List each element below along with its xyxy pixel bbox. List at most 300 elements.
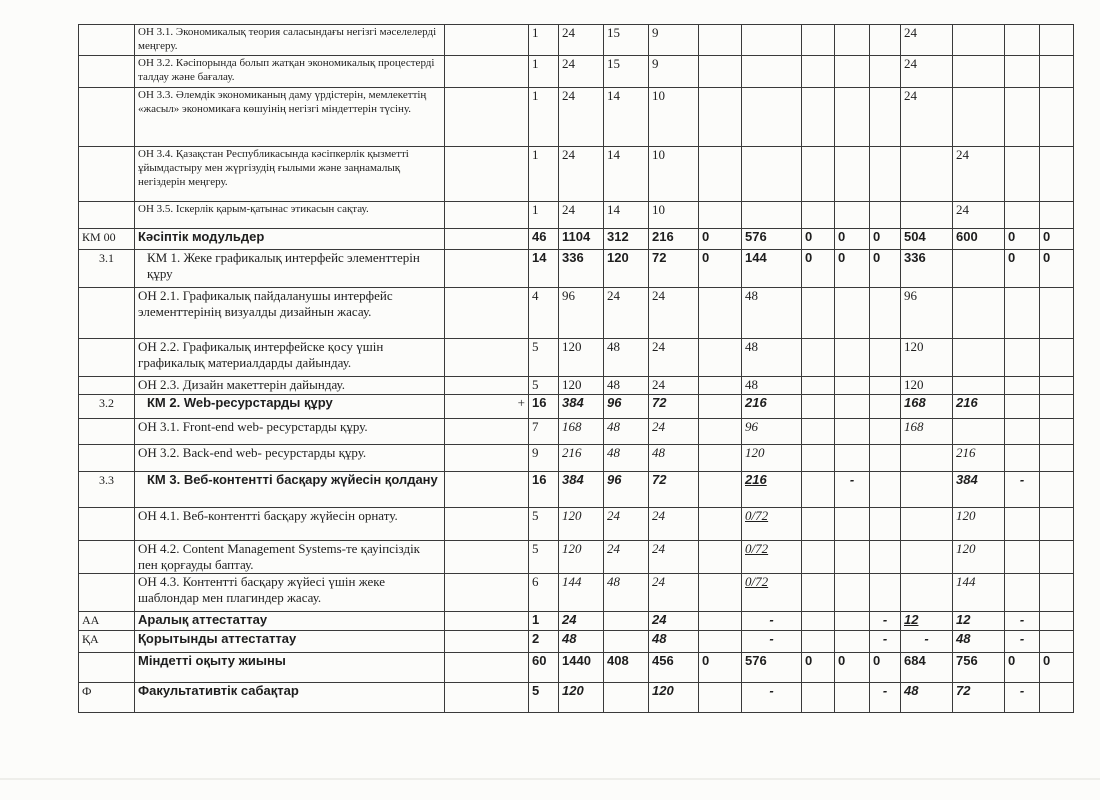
cell-value (742, 56, 802, 88)
row-mark (445, 612, 529, 631)
cell-value (699, 377, 742, 395)
row-code (79, 147, 135, 202)
row-description: ОН 2.2. Графикалық интерфейске қосу үшін графикалық материалдарды дайындау. (135, 339, 445, 377)
cell-value: - (1005, 631, 1040, 653)
cell-value: 312 (604, 229, 649, 250)
cell-value: 0 (699, 653, 742, 683)
cell-value: 72 (649, 250, 699, 288)
cell-value (835, 631, 870, 653)
cell-value: 120 (559, 683, 604, 713)
cell-value (699, 631, 742, 653)
cell-value: 408 (604, 653, 649, 683)
cell-value: 0 (1005, 250, 1040, 288)
row-description: ОН 3.5. Іскерлік қарым-қатынас этикасын сақтау. (135, 202, 445, 229)
cell-value (953, 88, 1005, 147)
table-row (79, 250, 1074, 288)
cell-value (1005, 88, 1040, 147)
cell-value (1005, 56, 1040, 88)
cell-value (835, 541, 870, 574)
row-mark (445, 339, 529, 377)
cell-value: 24 (953, 147, 1005, 202)
row-description: КМ 1. Жеке графикалық интерфейс элементтерін құру (135, 250, 445, 288)
cell-value: 456 (649, 653, 699, 683)
cell-value: 120 (559, 541, 604, 574)
cell-value (1040, 683, 1074, 713)
cell-value (835, 377, 870, 395)
cell-value (901, 445, 953, 472)
row-code: 3.2 (79, 395, 135, 419)
cell-value: - (901, 631, 953, 653)
table-row (79, 339, 1074, 377)
cell-value: - (835, 472, 870, 508)
table-row (79, 419, 1074, 445)
cell-value (802, 25, 835, 56)
row-description: Кәсіптік модульдер (135, 229, 445, 250)
cell-value (870, 445, 901, 472)
cell-value: 46 (529, 229, 559, 250)
row-description: Қорытынды аттестаттау (135, 631, 445, 653)
cell-value: 168 (901, 395, 953, 419)
cell-value (835, 612, 870, 631)
cell-value (953, 56, 1005, 88)
cell-value: 24 (604, 508, 649, 541)
cell-value: 24 (901, 88, 953, 147)
row-code (79, 288, 135, 339)
cell-value: 0 (1040, 229, 1074, 250)
cell-value: 1 (529, 25, 559, 56)
cell-value: 1440 (559, 653, 604, 683)
cell-value: 72 (649, 472, 699, 508)
row-description: ОН 4.3. Контентті басқару жүйесі үшін жеке шаблондар мен плагиндер жасау. (135, 574, 445, 612)
cell-value: 24 (559, 56, 604, 88)
row-code (79, 574, 135, 612)
cell-value: 0 (802, 250, 835, 288)
cell-value (802, 288, 835, 339)
cell-value: - (1005, 612, 1040, 631)
cell-value (901, 574, 953, 612)
cell-value (699, 574, 742, 612)
cell-value (1005, 419, 1040, 445)
cell-value: - (742, 631, 802, 653)
cell-value: 1 (529, 147, 559, 202)
cell-value: 15 (604, 56, 649, 88)
row-mark (445, 631, 529, 653)
cell-value: 120 (649, 683, 699, 713)
cell-value (604, 612, 649, 631)
cell-value (742, 147, 802, 202)
curriculum-table-sheet (78, 24, 1074, 713)
cell-value (953, 419, 1005, 445)
cell-value (1005, 339, 1040, 377)
cell-value: 48 (901, 683, 953, 713)
cell-value: 12 (953, 612, 1005, 631)
cell-value: 216 (953, 445, 1005, 472)
cell-value (901, 147, 953, 202)
cell-value: 48 (604, 377, 649, 395)
table-row (79, 288, 1074, 339)
row-description: ОН 3.2. Back-end web- ресурстарды құру. (135, 445, 445, 472)
cell-value: 0 (699, 250, 742, 288)
cell-value (835, 147, 870, 202)
cell-value: 384 (559, 395, 604, 419)
cell-value (742, 88, 802, 147)
cell-value: 10 (649, 147, 699, 202)
row-description: ОН 3.4. Қазақстан Республикасында кәсіпкерлік қызметті ұйымдастыру мен жүргізудің ғылыми және заңнамалық негіздерін меңгеру. (135, 147, 445, 202)
cell-value (699, 472, 742, 508)
row-mark (445, 56, 529, 88)
cell-value: 15 (604, 25, 649, 56)
cell-value (699, 445, 742, 472)
cell-value (802, 541, 835, 574)
row-code (79, 339, 135, 377)
cell-value: 12 (901, 612, 953, 631)
cell-value: - (1005, 683, 1040, 713)
cell-value: 0 (802, 653, 835, 683)
cell-value (802, 508, 835, 541)
cell-value: 0 (699, 229, 742, 250)
cell-value: - (1005, 472, 1040, 508)
row-code (79, 445, 135, 472)
cell-value: 96 (901, 288, 953, 339)
cell-value (1005, 202, 1040, 229)
cell-value: 48 (604, 419, 649, 445)
page-edge (0, 778, 1100, 780)
cell-value: 48 (559, 631, 604, 653)
cell-value (699, 683, 742, 713)
cell-value: 0 (1040, 250, 1074, 288)
cell-value: 24 (649, 574, 699, 612)
row-description: ОН 2.3. Дизайн макеттерін дайындау. (135, 377, 445, 395)
cell-value: 0 (870, 250, 901, 288)
cell-value (835, 683, 870, 713)
cell-value: 24 (559, 147, 604, 202)
table-row (79, 202, 1074, 229)
row-mark (445, 229, 529, 250)
cell-value (802, 56, 835, 88)
cell-value (1005, 508, 1040, 541)
cell-value: 4 (529, 288, 559, 339)
cell-value: 14 (604, 147, 649, 202)
cell-value (1040, 88, 1074, 147)
cell-value: 72 (953, 683, 1005, 713)
cell-value: 0 (1005, 653, 1040, 683)
cell-value (1005, 377, 1040, 395)
cell-value (870, 339, 901, 377)
cell-value: 14 (604, 202, 649, 229)
cell-value (870, 541, 901, 574)
cell-value: 48 (604, 339, 649, 377)
cell-value: 120 (559, 339, 604, 377)
cell-value: 120 (742, 445, 802, 472)
cell-value (870, 56, 901, 88)
cell-value (870, 202, 901, 229)
cell-value (1040, 395, 1074, 419)
cell-value (699, 541, 742, 574)
cell-value (802, 419, 835, 445)
cell-value: 14 (529, 250, 559, 288)
cell-value: 0/72 (742, 541, 802, 574)
cell-value (699, 395, 742, 419)
table-row (79, 541, 1074, 574)
cell-value: 0 (1005, 229, 1040, 250)
cell-value (1040, 541, 1074, 574)
row-code (79, 419, 135, 445)
cell-value: - (870, 683, 901, 713)
cell-value: 0 (870, 653, 901, 683)
cell-value (699, 419, 742, 445)
row-mark (445, 25, 529, 56)
cell-value (870, 88, 901, 147)
cell-value (1040, 472, 1074, 508)
cell-value (953, 25, 1005, 56)
cell-value: 216 (559, 445, 604, 472)
cell-value (901, 202, 953, 229)
cell-value: 14 (604, 88, 649, 147)
cell-value: 144 (742, 250, 802, 288)
table-row (79, 683, 1074, 713)
row-code (79, 653, 135, 683)
table-row (79, 472, 1074, 508)
cell-value: 48 (742, 377, 802, 395)
cell-value: 48 (953, 631, 1005, 653)
table-row (79, 25, 1074, 56)
cell-value (802, 472, 835, 508)
table-row (79, 229, 1074, 250)
row-code: КМ 00 (79, 229, 135, 250)
row-mark (445, 377, 529, 395)
cell-value: 1104 (559, 229, 604, 250)
cell-value (742, 25, 802, 56)
cell-value: - (870, 612, 901, 631)
cell-value (1005, 445, 1040, 472)
cell-value: 120 (901, 339, 953, 377)
cell-value: 7 (529, 419, 559, 445)
cell-value (901, 508, 953, 541)
row-mark (445, 508, 529, 541)
cell-value (802, 445, 835, 472)
cell-value: 5 (529, 339, 559, 377)
cell-value (742, 202, 802, 229)
row-description: ОН 3.1. Экономикалық теория саласындағы негізгі мәселелерді меңгеру. (135, 25, 445, 56)
cell-value: 9 (649, 56, 699, 88)
cell-value (1040, 25, 1074, 56)
table-row (79, 395, 1074, 419)
cell-value: 48 (604, 574, 649, 612)
cell-value: 5 (529, 541, 559, 574)
cell-value: 168 (559, 419, 604, 445)
row-code: 3.1 (79, 250, 135, 288)
cell-value (1040, 612, 1074, 631)
cell-value: 24 (559, 612, 604, 631)
cell-value (1005, 25, 1040, 56)
cell-value (699, 508, 742, 541)
cell-value: 24 (649, 541, 699, 574)
row-mark (445, 88, 529, 147)
cell-value (870, 395, 901, 419)
cell-value: 96 (604, 395, 649, 419)
cell-value: 96 (604, 472, 649, 508)
cell-value: 0 (835, 250, 870, 288)
row-code (79, 25, 135, 56)
cell-value (835, 56, 870, 88)
cell-value (802, 202, 835, 229)
cell-value: 576 (742, 229, 802, 250)
cell-value: 576 (742, 653, 802, 683)
cell-value: 1 (529, 88, 559, 147)
cell-value (802, 395, 835, 419)
row-code (79, 56, 135, 88)
cell-value (802, 683, 835, 713)
cell-value: 48 (649, 631, 699, 653)
cell-value: 10 (649, 202, 699, 229)
curriculum-table (78, 24, 1074, 713)
table-row (79, 56, 1074, 88)
cell-value (870, 377, 901, 395)
row-description: КМ 3. Веб-контентті басқару жүйесін қолдану (135, 472, 445, 508)
cell-value (1040, 377, 1074, 395)
cell-value: 120 (953, 508, 1005, 541)
row-code: АА (79, 612, 135, 631)
row-code (79, 508, 135, 541)
cell-value (835, 445, 870, 472)
row-mark (445, 147, 529, 202)
cell-value: 168 (901, 419, 953, 445)
row-mark (445, 472, 529, 508)
row-description: ОН 3.1. Front-end web- ресурстарды құру. (135, 419, 445, 445)
cell-value: - (742, 612, 802, 631)
row-description: ОН 2.1. Графикалық пайдаланушы интерфейс элементтерінің визуалды дизайнын жасау. (135, 288, 445, 339)
cell-value: 144 (559, 574, 604, 612)
cell-value (699, 339, 742, 377)
row-mark (445, 445, 529, 472)
cell-value: 504 (901, 229, 953, 250)
cell-value (1005, 147, 1040, 202)
cell-value: 6 (529, 574, 559, 612)
cell-value: 48 (604, 445, 649, 472)
cell-value (953, 288, 1005, 339)
cell-value (802, 147, 835, 202)
cell-value (835, 339, 870, 377)
table-row (79, 631, 1074, 653)
cell-value (604, 631, 649, 653)
cell-value: 5 (529, 508, 559, 541)
cell-value: 24 (901, 25, 953, 56)
cell-value (870, 25, 901, 56)
cell-value (953, 377, 1005, 395)
cell-value: 24 (559, 202, 604, 229)
cell-value: 216 (649, 229, 699, 250)
cell-value (1040, 202, 1074, 229)
cell-value (835, 288, 870, 339)
cell-value (1040, 56, 1074, 88)
cell-value: 0 (1040, 653, 1074, 683)
cell-value: 120 (953, 541, 1005, 574)
cell-value: 24 (901, 56, 953, 88)
cell-value (1040, 508, 1074, 541)
cell-value (1040, 574, 1074, 612)
cell-value: 120 (559, 377, 604, 395)
cell-value: 48 (742, 288, 802, 339)
cell-value: 9 (529, 445, 559, 472)
cell-value (604, 683, 649, 713)
cell-value: 2 (529, 631, 559, 653)
cell-value: 16 (529, 472, 559, 508)
cell-value (835, 202, 870, 229)
row-description: ОН 3.2. Кәсіпорында болып жатқан экономикалық процестерді талдау және бағалау. (135, 56, 445, 88)
cell-value (1040, 631, 1074, 653)
cell-value (699, 25, 742, 56)
cell-value: 1 (529, 612, 559, 631)
cell-value (1040, 339, 1074, 377)
cell-value (870, 574, 901, 612)
row-description: Міндетті оқыту жиыны (135, 653, 445, 683)
cell-value (1040, 147, 1074, 202)
cell-value (835, 88, 870, 147)
cell-value: 10 (649, 88, 699, 147)
cell-value (802, 377, 835, 395)
cell-value (1005, 541, 1040, 574)
cell-value: 0 (802, 229, 835, 250)
table-row (79, 574, 1074, 612)
cell-value (835, 574, 870, 612)
row-mark (445, 202, 529, 229)
cell-value: 24 (604, 288, 649, 339)
cell-value (699, 288, 742, 339)
cell-value: 24 (559, 25, 604, 56)
cell-value: 60 (529, 653, 559, 683)
cell-value (1005, 574, 1040, 612)
cell-value: 216 (742, 395, 802, 419)
cell-value: 72 (649, 395, 699, 419)
cell-value (1040, 419, 1074, 445)
cell-value: 0 (835, 229, 870, 250)
cell-value (802, 574, 835, 612)
cell-value: 1 (529, 56, 559, 88)
cell-value (835, 25, 870, 56)
row-mark (445, 683, 529, 713)
table-row (79, 88, 1074, 147)
cell-value: 120 (604, 250, 649, 288)
row-code (79, 202, 135, 229)
cell-value: 0 (835, 653, 870, 683)
cell-value: 336 (901, 250, 953, 288)
table-row (79, 377, 1074, 395)
cell-value: 24 (649, 377, 699, 395)
cell-value: 96 (559, 288, 604, 339)
row-description: Аралық аттестаттау (135, 612, 445, 631)
row-mark (445, 574, 529, 612)
cell-value (699, 612, 742, 631)
cell-value (802, 612, 835, 631)
cell-value (699, 202, 742, 229)
cell-value (870, 472, 901, 508)
cell-value: 16 (529, 395, 559, 419)
row-mark: + (445, 395, 529, 419)
cell-value (802, 88, 835, 147)
cell-value: 684 (901, 653, 953, 683)
cell-value (870, 147, 901, 202)
table-row (79, 147, 1074, 202)
cell-value (870, 419, 901, 445)
row-description: ОН 4.1. Веб-контентті басқару жүйесін орнату. (135, 508, 445, 541)
cell-value: 216 (953, 395, 1005, 419)
cell-value (699, 88, 742, 147)
cell-value: 120 (901, 377, 953, 395)
cell-value: 24 (649, 339, 699, 377)
row-mark (445, 250, 529, 288)
table-row (79, 612, 1074, 631)
row-code (79, 377, 135, 395)
